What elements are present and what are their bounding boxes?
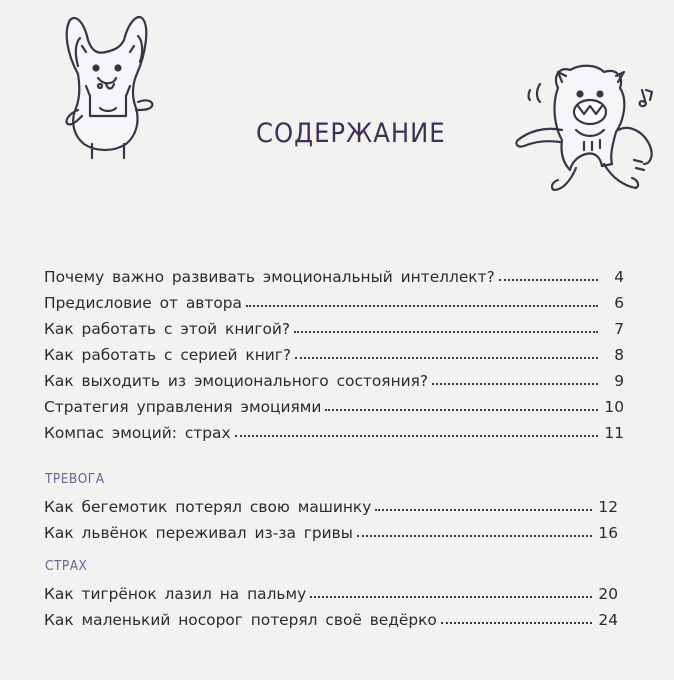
toc-entry-page: 7 [614, 320, 624, 338]
toc-section-anxiety [44, 457, 618, 545]
toc-leader-dots [357, 535, 592, 537]
toc-entry-page: 16 [598, 524, 618, 542]
toc-entry-title: Предисловие от автора [44, 294, 242, 312]
dancing-monster-illustration [500, 60, 670, 210]
toc-leader-dots [499, 279, 598, 281]
toc-leader-dots [375, 509, 592, 511]
toc-entry[interactable] [44, 519, 618, 542]
toc-entry[interactable] [44, 341, 624, 364]
toc-entry[interactable] [44, 419, 624, 442]
toc-leader-dots [295, 357, 598, 359]
toc-intro-list [44, 263, 624, 445]
toc-entry-page: 24 [598, 611, 618, 629]
toc-entry-title: Как львёнок переживал из-за гривы [44, 524, 353, 542]
toc-leader-dots [235, 435, 598, 437]
section-heading: ТРЕВОГА [45, 471, 105, 487]
toc-entry-title: Как работать с этой книгой? [44, 320, 291, 338]
toc-entry-page: 8 [614, 346, 624, 364]
toc-entry-title: Стратегия управления эмоциями [44, 398, 322, 416]
toc-leader-dots [441, 622, 592, 624]
toc-leader-dots [325, 409, 598, 411]
toc-entry-title: Как бегемотик потерял свою машинку [44, 498, 372, 516]
toc-entry-page: 9 [614, 372, 624, 390]
toc-entry-title: Как тигрёнок лазил на пальму [44, 585, 307, 603]
toc-entry[interactable] [44, 580, 618, 603]
toc-entry[interactable] [44, 263, 624, 286]
monster-bunny-illustration [56, 12, 166, 162]
toc-entry-title: Компас эмоций: страх [44, 424, 231, 442]
toc-entry-page: 10 [604, 398, 624, 416]
toc-entry-page: 4 [614, 268, 624, 286]
toc-entry[interactable] [44, 289, 624, 312]
toc-entry-page: 6 [614, 294, 624, 312]
section-heading: СТРАХ [45, 558, 88, 574]
toc-entry[interactable] [44, 393, 624, 416]
toc-entry[interactable] [44, 606, 618, 629]
toc-leader-dots [310, 596, 592, 598]
toc-leader-dots [294, 331, 598, 333]
toc-entry-title: Как маленький носорог потерял своё ведёрко [44, 611, 437, 629]
toc-entry-title: Как работать с серией книг? [44, 346, 292, 364]
toc-entry-page: 12 [598, 498, 618, 516]
toc-leader-dots [432, 383, 598, 385]
toc-entry-title: Как выходить из эмоционального состояния? [44, 372, 429, 390]
toc-entry-page: 20 [598, 585, 618, 603]
toc-entry[interactable] [44, 493, 618, 516]
page-title: СОДЕРЖАНИЕ [256, 118, 446, 150]
toc-entry-title: Почему важно развивать эмоциональный интеллект? [44, 268, 495, 286]
toc-entry[interactable] [44, 367, 624, 390]
toc-entry[interactable] [44, 315, 624, 338]
toc-section-fear [44, 544, 618, 632]
toc-entry-page: 11 [604, 424, 624, 442]
toc-leader-dots [246, 305, 598, 307]
